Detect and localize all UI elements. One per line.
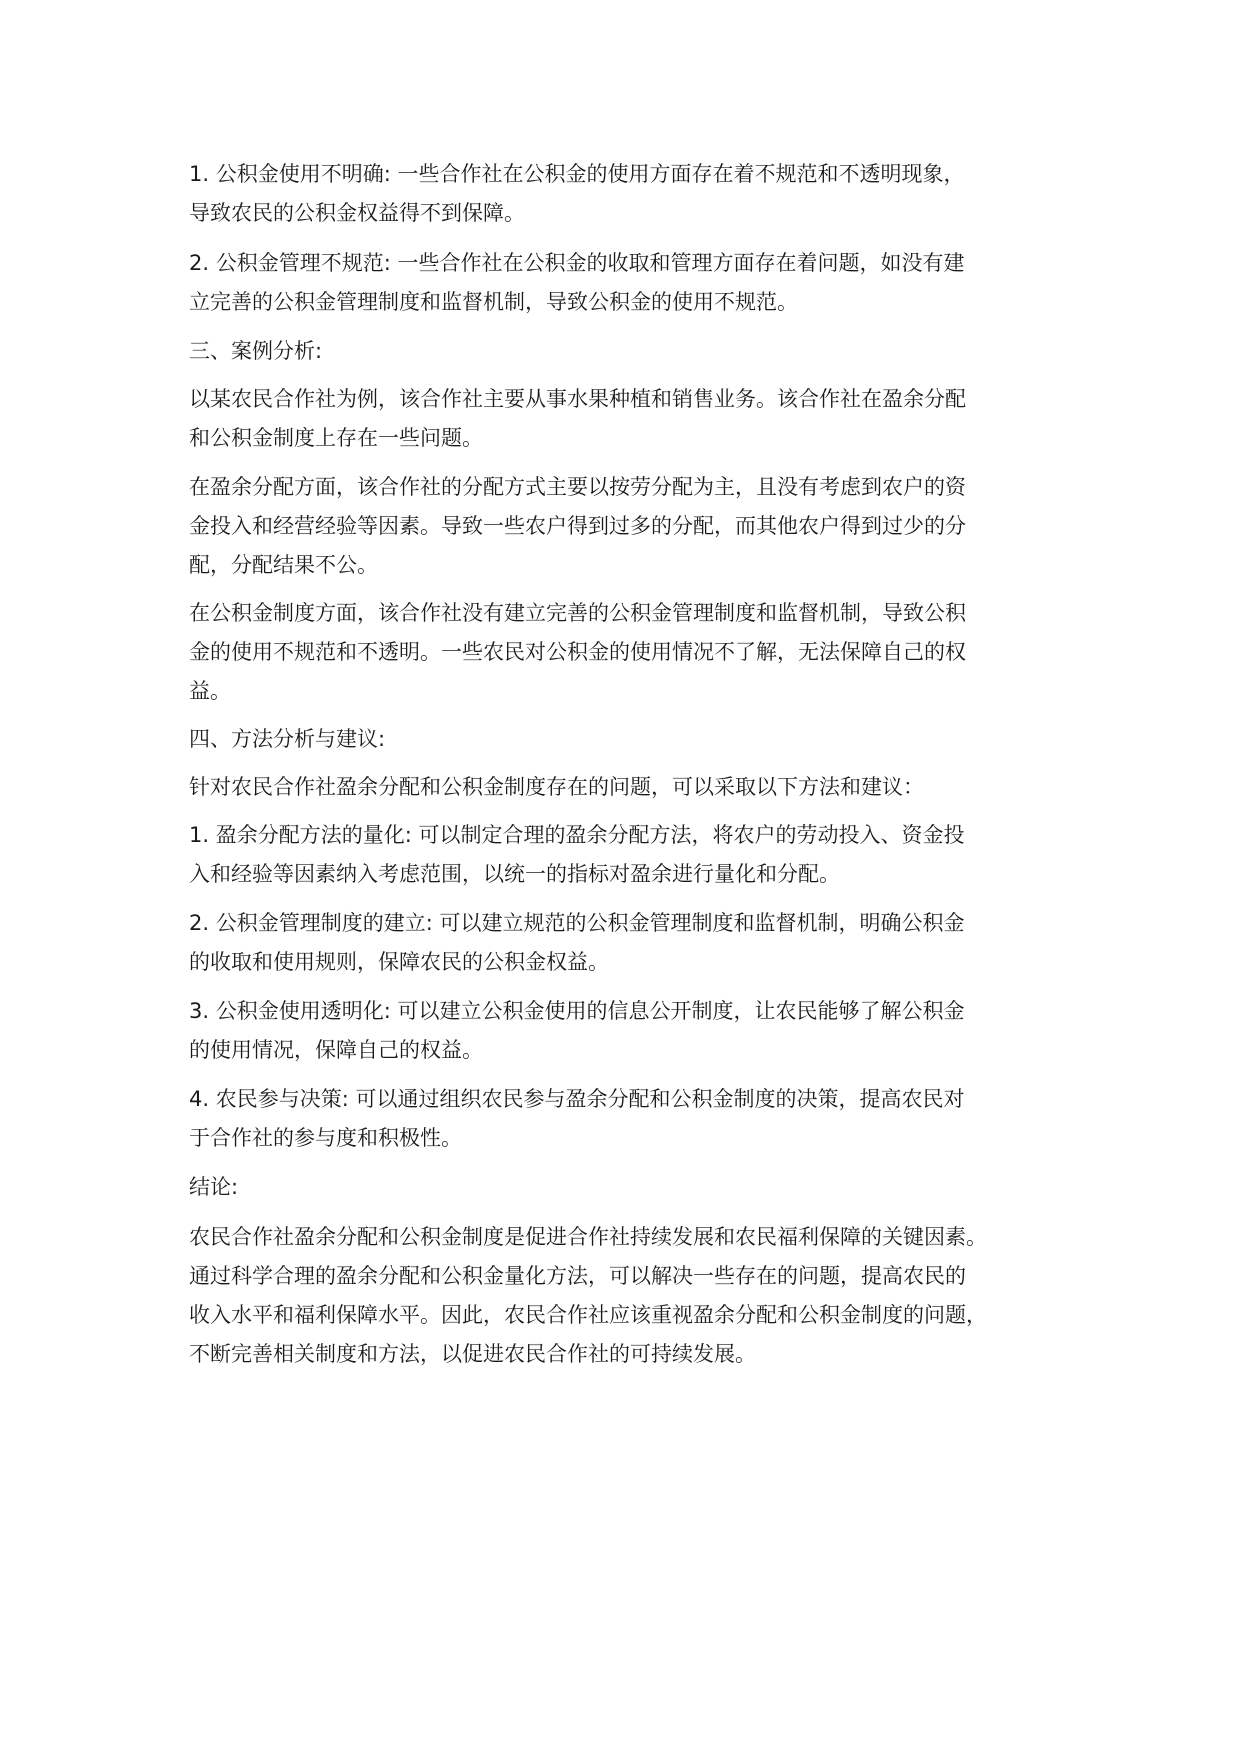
paragraph-conclusion (189, 1218, 1089, 1374)
paragraph-method-transparency (189, 992, 1089, 1070)
text-line: 金的使用不规范和不透明。一些农民对公积金的使用情况不了解，无法保障自己的权 (189, 640, 966, 664)
text-line: 农民合作社盈余分配和公积金制度是促进合作社持续发展和农民福利保障的关键因素。 (189, 1225, 987, 1249)
text-line: 的收取和使用规则，保障农民的公积金权益。 (189, 950, 609, 974)
paragraph-fund-management-irregular (189, 244, 1089, 322)
text-line: 益。 (189, 679, 231, 703)
text-line: 3. 公积金使用透明化: 可以建立公积金使用的信息公开制度，让农民能够了解公积金 (189, 999, 965, 1023)
paragraph-surplus-distribution (189, 468, 1089, 585)
text-line: 立完善的公积金管理制度和监督机制，导致公积金的使用不规范。 (189, 290, 798, 314)
text-line: 导致农民的公积金权益得不到保障。 (189, 201, 525, 225)
text-line: 不断完善相关制度和方法，以促进农民合作社的可持续发展。 (189, 1342, 756, 1366)
text-line: 和公积金制度上存在一些问题。 (189, 426, 483, 450)
text-line: 通过科学合理的盈余分配和公积金量化方法，可以解决一些存在的问题，提高农民的 (189, 1264, 966, 1288)
text-line: 于合作社的参与度和积极性。 (189, 1126, 462, 1150)
text-line: 针对农民合作社盈余分配和公积金制度存在的问题，可以采取以下方法和建议： (189, 775, 924, 799)
paragraph-case-intro (189, 380, 1089, 458)
section-heading-case-analysis (189, 332, 1089, 371)
text-line: 三、案例分析: (189, 339, 323, 363)
text-line: 收入水平和福利保障水平。因此，农民合作社应该重视盈余分配和公积金制度的问题， (189, 1303, 987, 1327)
text-line: 金投入和经营经验等因素。导致一些农户得到过多的分配，而其他农户得到过少的分 (189, 514, 966, 538)
text-line: 4. 农民参与决策: 可以通过组织农民参与盈余分配和公积金制度的决策，提高农民对 (189, 1087, 965, 1111)
text-line: 的使用情况，保障自己的权益。 (189, 1038, 483, 1062)
text-line: 在盈余分配方面，该合作社的分配方式主要以按劳分配为主，且没有考虑到农户的资 (189, 475, 966, 499)
paragraph-method-participation (189, 1080, 1089, 1158)
text-line: 2. 公积金管理不规范: 一些合作社在公积金的收取和管理方面存在着问题，如没有建 (189, 251, 965, 275)
paragraph-fund-usage-unclear (189, 155, 1089, 233)
text-line: 在公积金制度方面，该合作社没有建立完善的公积金管理制度和监督机制，导致公积 (189, 601, 966, 625)
text-line: 1. 盈余分配方法的量化: 可以制定合理的盈余分配方法，将农户的劳动投入、资金投 (189, 823, 965, 847)
text-line: 以某农民合作社为例，该合作社主要从事水果种植和销售业务。该合作社在盈余分配 (189, 387, 966, 411)
paragraph-method-fund-management (189, 904, 1089, 982)
section-heading-methods (189, 720, 1089, 759)
text-line: 配，分配结果不公。 (189, 553, 378, 577)
text-line: 四、方法分析与建议: (189, 727, 386, 751)
paragraph-method-quantification (189, 816, 1089, 894)
text-line: 结论: (189, 1175, 239, 1199)
text-line: 入和经验等因素纳入考虑范围，以统一的指标对盈余进行量化和分配。 (189, 862, 840, 886)
paragraph-methods-intro (189, 768, 1089, 807)
paragraph-fund-system (189, 594, 1089, 711)
section-heading-conclusion (189, 1168, 1089, 1207)
text-line: 2. 公积金管理制度的建立: 可以建立规范的公积金管理制度和监督机制，明确公积金 (189, 911, 965, 935)
text-line: 1. 公积金使用不明确: 一些合作社在公积金的使用方面存在着不规范和不透明现象， (189, 162, 965, 186)
